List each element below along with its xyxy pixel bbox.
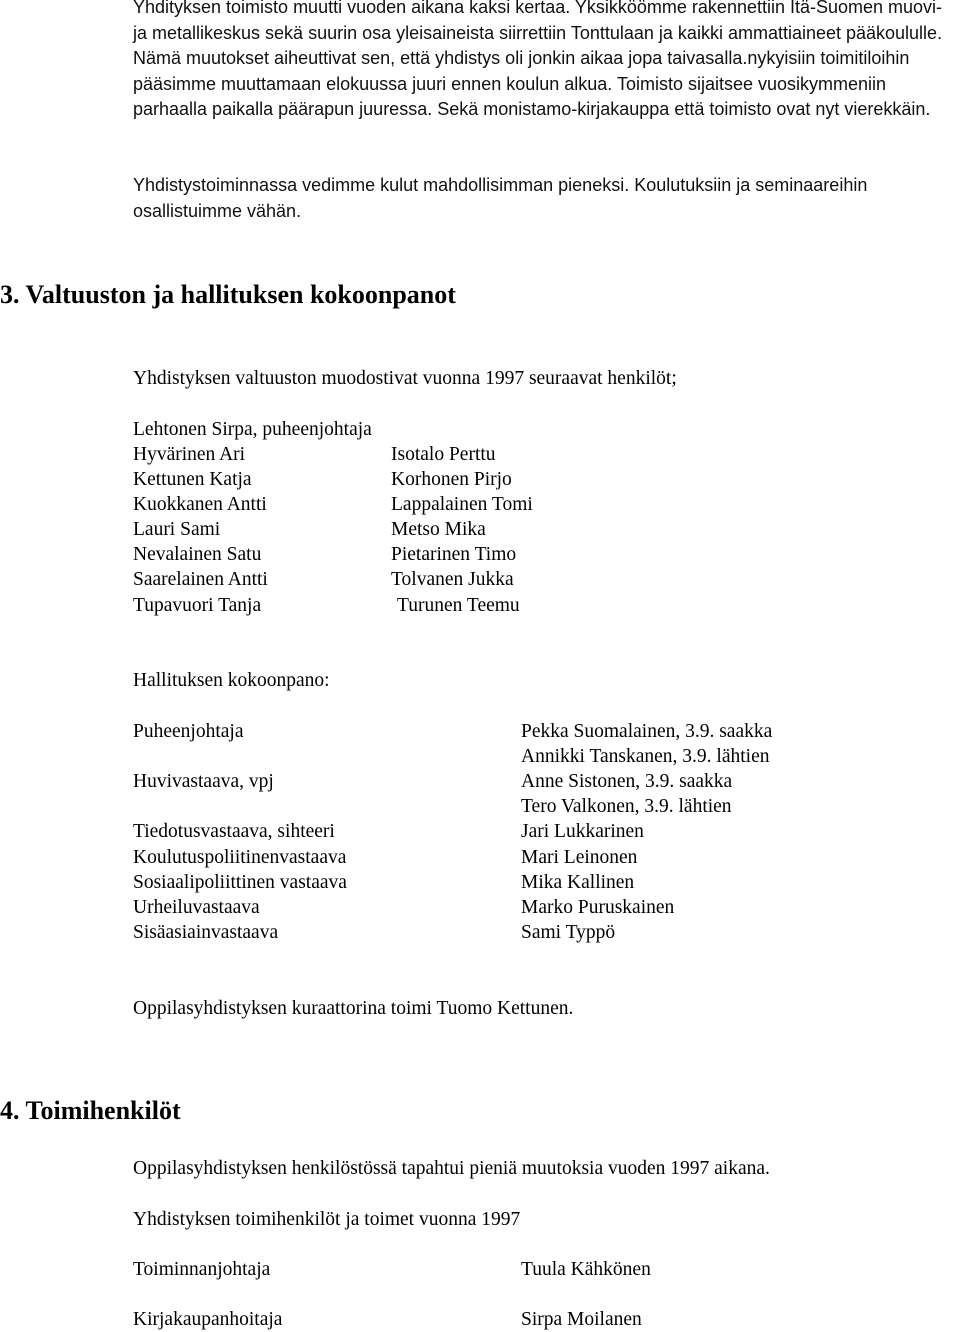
council-member: Isotalo Perttu [391, 444, 496, 465]
council-member: Pietarinen Timo [391, 544, 517, 565]
staff-role: Toiminnanjohtaja [133, 1259, 271, 1280]
staff-name: Tuula Kähkönen [521, 1259, 651, 1280]
council-member: Nevalainen Satu [133, 544, 262, 565]
staff-name: Sirpa Moilanen [521, 1309, 642, 1330]
council-member: Korhonen Pirjo [391, 469, 512, 490]
staff-changes-paragraph: Oppilasyhdistyksen henkilöstössä tapahtui pieniä muutoksia vuoden 1997 aikana. [133, 1158, 770, 1179]
council-member: Turunen Teemu [397, 595, 520, 616]
board-member: Mari Leinonen [521, 847, 638, 868]
council-member: Kettunen Katja [133, 469, 252, 490]
board-role: Huvivastaava, vpj [133, 771, 274, 792]
board-member: Mika Kallinen [521, 872, 635, 893]
intro-paragraph-2: Yhdistystoiminnassa vedimme kulut mahdollisimman pieneksi. Koulutuksiin ja seminaareihin osallistuimme vähän. [133, 175, 868, 221]
board-member: Marko Puruskainen [521, 897, 675, 918]
council-member: Saarelainen Antti [133, 569, 268, 590]
board-role: Sosiaalipoliittinen vastaava [133, 872, 347, 893]
council-member: Tupavuori Tanja [133, 595, 262, 616]
intro-paragraph-1: Yhdityksen toimisto muutti vuoden aikana kaksi kertaa. Yksikköömme rakennettiin Itä-Suomen muovi- ja metallikeskus sekä suurin osa yleisaineista siirrettiin Tonttulaan ja kaikki ammattiaineet pääkoululle. Nämä muutokset aiheuttivat sen, että yhdistys oli jonkin aikaa jopa taivasalla.nykyisiin toimitiloihin pääsimme muuttamaan elokuussa juuri ennen koulun alkua. Toimisto sijaitsee vuosikymmeniin parhaalla paikalla päärapun juuressa. Sekä monistamo-kirjakauppa että toimisto ovat nyt vierekkäin. [133, 0, 943, 119]
board-member: Pekka Suomalainen, 3.9. saakka [521, 721, 773, 742]
council-chair: Lehtonen Sirpa, puheenjohtaja [133, 419, 372, 440]
staff-role: Kirjakaupanhoitaja [133, 1309, 283, 1330]
board-role: Urheiluvastaava [133, 897, 260, 918]
board-member: Tero Valkonen, 3.9. lähtien [521, 796, 732, 817]
board-member: Anne Sistonen, 3.9. saakka [521, 771, 733, 792]
section-4-heading: 4. Toimihenkilöt [0, 1096, 181, 1125]
board-title: Hallituksen kokoonpano: [133, 670, 330, 691]
board-role: Tiedotusvastaava, sihteeri [133, 821, 335, 842]
board-member: Annikki Tanskanen, 3.9. lähtien [521, 746, 770, 767]
staff-intro: Yhdistyksen toimihenkilöt ja toimet vuonna 1997 [133, 1209, 521, 1230]
council-member: Lappalainen Tomi [391, 494, 533, 515]
board-member: Jari Lukkarinen [521, 821, 644, 842]
council-member: Hyvärinen Ari [133, 444, 246, 465]
council-intro: Yhdistyksen valtuuston muodostivat vuonna 1997 seuraavat henkilöt; [133, 368, 677, 389]
council-member: Tolvanen Jukka [391, 569, 514, 590]
council-member: Lauri Sami [133, 519, 221, 540]
board-role: Koulutuspoliitinenvastaava [133, 847, 347, 868]
council-member: Kuokkanen Antti [133, 494, 267, 515]
board-role: Sisäasiainvastaava [133, 922, 279, 943]
curator-note: Oppilasyhdistyksen kuraattorina toimi Tuomo Kettunen. [133, 998, 574, 1019]
section-3-heading: 3. Valtuuston ja hallituksen kokoonpanot [0, 280, 456, 309]
council-member: Metso Mika [391, 519, 486, 540]
board-member: Sami Typpö [521, 922, 616, 943]
board-role: Puheenjohtaja [133, 721, 244, 742]
